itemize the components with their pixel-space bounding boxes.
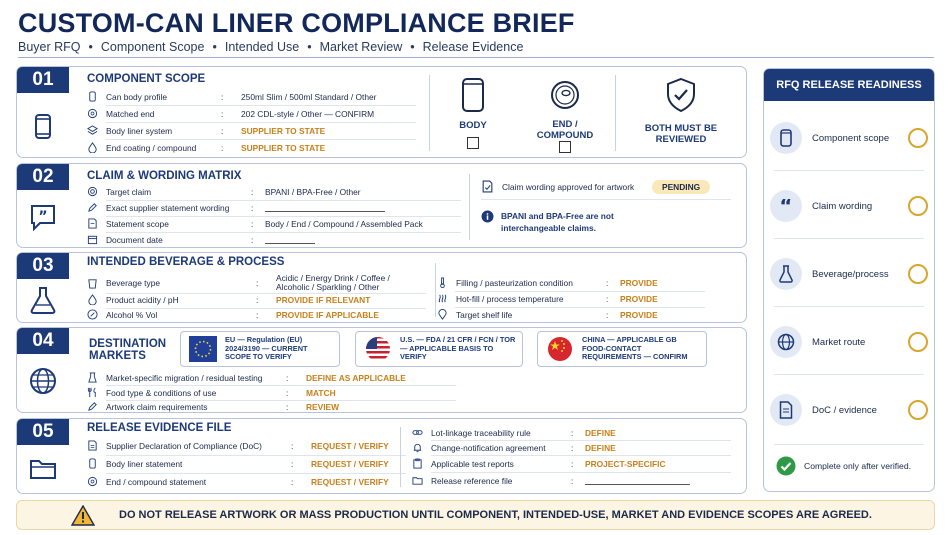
cn-flag-icon xyxy=(546,336,574,362)
row-change-notification: Change-notification agreement : DEFINE xyxy=(412,441,616,454)
section-claim-wording xyxy=(16,163,747,248)
can-body-icon xyxy=(459,76,487,114)
section-title: CLAIM & WORDING MATRIX xyxy=(87,170,242,182)
document-icon xyxy=(770,394,802,426)
droplet-icon xyxy=(87,142,98,153)
section-title: RELEASE EVIDENCE FILE xyxy=(87,422,232,434)
row-migration-testing: Market-specific migration / residual testing : DEFINE AS APPLICABLE xyxy=(87,371,406,384)
beaker-icon xyxy=(87,372,98,383)
row-document-date: Document date : xyxy=(87,233,315,246)
row-body-liner-system: Body liner system : SUPPLIER TO STATE xyxy=(87,124,325,137)
readiness-checkbox[interactable] xyxy=(908,196,928,216)
can-end-icon xyxy=(549,79,581,111)
readiness-checkbox[interactable] xyxy=(908,332,928,352)
bell-icon xyxy=(412,442,423,453)
us-flag-icon xyxy=(364,336,392,362)
section-destination-markets xyxy=(16,327,747,413)
section-number: 01 xyxy=(17,67,69,93)
eu-flag-icon xyxy=(189,336,217,362)
flask-icon xyxy=(770,258,802,290)
row-supplier-wording: Exact supplier statement wording : xyxy=(87,201,385,214)
release-reference-field[interactable] xyxy=(585,476,690,485)
quote-bubble-icon xyxy=(28,202,58,232)
row-release-reference: Release reference file : xyxy=(412,474,690,487)
page-title: CUSTOM-CAN LINER COMPLIANCE BRIEF xyxy=(18,8,575,38)
globe-icon xyxy=(28,366,58,396)
row-hot-fill: Hot-fill / process temperature : PROVIDE xyxy=(437,292,658,305)
clipboard-icon xyxy=(412,458,423,469)
section-component-scope xyxy=(16,66,747,158)
approval-icon xyxy=(481,180,494,193)
title-divider xyxy=(18,57,934,58)
row-acidity: Product acidity / pH : PROVIDE IF RELEVANT xyxy=(87,293,370,306)
supplier-wording-field[interactable] xyxy=(265,203,385,212)
document-icon xyxy=(87,440,98,451)
globe-icon xyxy=(770,326,802,358)
droplet-icon xyxy=(87,294,98,305)
readiness-title: RFQ RELEASE READINESS xyxy=(764,69,934,101)
readiness-item-component[interactable]: Component scope xyxy=(770,113,928,163)
row-lot-linkage: Lot-linkage traceability rule : DEFINE xyxy=(412,426,616,439)
subtitle-item: Release Evidence xyxy=(422,40,524,54)
body-label: BODY xyxy=(459,120,487,131)
pencil-icon xyxy=(87,202,98,213)
section-number: 03 xyxy=(17,253,69,279)
row-can-body-profile: Can body profile : 250ml Slim / 500ml Standard / Other xyxy=(87,90,376,103)
row-food-type: Food type & conditions of use : MATCH xyxy=(87,386,336,399)
thermometer-icon xyxy=(437,277,448,288)
review-note: BOTH MUST BE REVIEWED xyxy=(644,123,718,145)
row-shelf-life: Target shelf life : PROVIDE xyxy=(437,308,658,321)
percent-icon xyxy=(87,309,98,320)
readiness-footer: Complete only after verified. xyxy=(776,456,911,476)
section-number: 05 xyxy=(17,419,69,445)
section-title: INTENDED BEVERAGE & PROCESS xyxy=(87,256,285,268)
subtitle-item: Intended Use xyxy=(224,40,300,54)
heat-icon xyxy=(437,293,448,304)
utensils-icon xyxy=(87,387,98,398)
row-end-compound-statement: End / compound statement : REQUEST / VERIFY xyxy=(87,475,389,488)
pencil-icon xyxy=(87,401,98,412)
body-checkbox[interactable] xyxy=(467,137,479,149)
section-beverage-process xyxy=(16,252,747,323)
link-icon xyxy=(412,427,423,438)
can-icon xyxy=(87,458,98,469)
subtitle-item: Buyer RFQ xyxy=(18,40,81,54)
claim-note: BPANI and BPA-Free are not interchangeable claims. xyxy=(501,211,614,233)
warning-text: DO NOT RELEASE ARTWORK OR MASS PRODUCTION UNTIL COMPONENT, INTENDED-USE, MARKET AND EVIDENCE SCOPES ARE AGREED. xyxy=(119,509,872,521)
flask-icon xyxy=(28,285,58,315)
readiness-panel xyxy=(763,68,935,492)
market-china: CHINA — APPLICABLE GB FOOD-CONTACT REQUIREMENTS — CONFIRM xyxy=(537,331,707,367)
row-approval: Claim wording approved for artwork PENDING xyxy=(481,180,710,193)
subtitle-item: Market Review xyxy=(319,40,403,54)
row-beverage-type: Beverage type : Acidic / Energy Drink / Coffee / Alcoholic / Sparkling / Other xyxy=(87,273,396,293)
market-us: U.S. — FDA / 21 CFR / FCN / TOR — APPLICABLE BASIS TO VERIFY xyxy=(355,331,523,367)
readiness-checkbox[interactable] xyxy=(908,128,928,148)
section-number: 04 xyxy=(17,328,69,354)
market-eu: EU — Regulation (EU) 2024/3190 — CURRENT SCOPE TO VERIFY xyxy=(180,331,340,367)
folder-icon xyxy=(28,453,58,483)
row-statement-scope: Statement scope : Body / End / Compound / Assembled Pack xyxy=(87,217,423,230)
can-icon xyxy=(28,111,58,141)
section-release-evidence xyxy=(16,418,747,494)
row-matched-end: Matched end : 202 CDL-style / Other — CONFIRM xyxy=(87,107,374,120)
section-title: DESTINATION MARKETS xyxy=(89,338,167,362)
readiness-checkbox[interactable] xyxy=(908,400,928,420)
layers-icon xyxy=(87,125,98,136)
row-alcohol: Alcohol % Vol : PROVIDE IF APPLICABLE xyxy=(87,308,379,321)
folder-icon xyxy=(412,475,423,486)
warning-banner xyxy=(16,500,935,530)
readiness-item-beverage[interactable]: Beverage/process xyxy=(770,249,928,299)
shield-check-icon xyxy=(665,77,697,113)
svg-text:“: “ xyxy=(779,199,793,213)
readiness-item-market[interactable]: Market route xyxy=(770,317,928,367)
warning-icon xyxy=(71,505,95,526)
end-icon xyxy=(87,476,98,487)
pin-icon xyxy=(437,309,448,320)
row-target-claim: Target claim : BPANI / BPA-Free / Other xyxy=(87,185,361,198)
svg-text:”: ” xyxy=(38,209,48,225)
status-badge: PENDING xyxy=(652,180,710,194)
end-compound-label: END / COMPOUND xyxy=(536,119,594,141)
end-compound-checkbox[interactable] xyxy=(559,141,571,153)
check-circle-icon xyxy=(776,456,796,476)
can-icon xyxy=(87,91,98,102)
info-icon xyxy=(481,210,494,223)
row-test-reports: Applicable test reports : PROJECT-SPECIFIC xyxy=(412,457,666,470)
readiness-item-claim[interactable]: “ Claim wording xyxy=(770,181,928,231)
section-title: COMPONENT SCOPE xyxy=(87,73,206,85)
subtitle-item: Component Scope xyxy=(100,40,205,54)
readiness-item-doc[interactable]: DoC / evidence xyxy=(770,385,928,435)
row-body-liner-statement: Body liner statement : REQUEST / VERIFY xyxy=(87,457,389,470)
target-icon xyxy=(87,186,98,197)
quote-icon xyxy=(770,190,802,222)
document-icon xyxy=(87,218,98,229)
cup-icon xyxy=(87,278,98,289)
row-end-coating: End coating / compound : SUPPLIER TO STATE xyxy=(87,141,325,154)
subtitle: Buyer RFQ • Component Scope • Intended Use • Market Review • Release Evidence xyxy=(18,40,524,54)
row-doc: Supplier Declaration of Compliance (DoC) : REQUEST / VERIFY xyxy=(87,439,389,452)
calendar-icon xyxy=(87,234,98,245)
can-icon xyxy=(770,122,802,154)
document-date-field[interactable] xyxy=(265,235,315,244)
section-number: 02 xyxy=(17,164,69,190)
row-filling: Filling / pasteurization condition : PROVIDE xyxy=(437,276,658,289)
readiness-checkbox[interactable] xyxy=(908,264,928,284)
end-icon xyxy=(87,108,98,119)
row-artwork-claims: Artwork claim requirements : REVIEW xyxy=(87,400,339,413)
